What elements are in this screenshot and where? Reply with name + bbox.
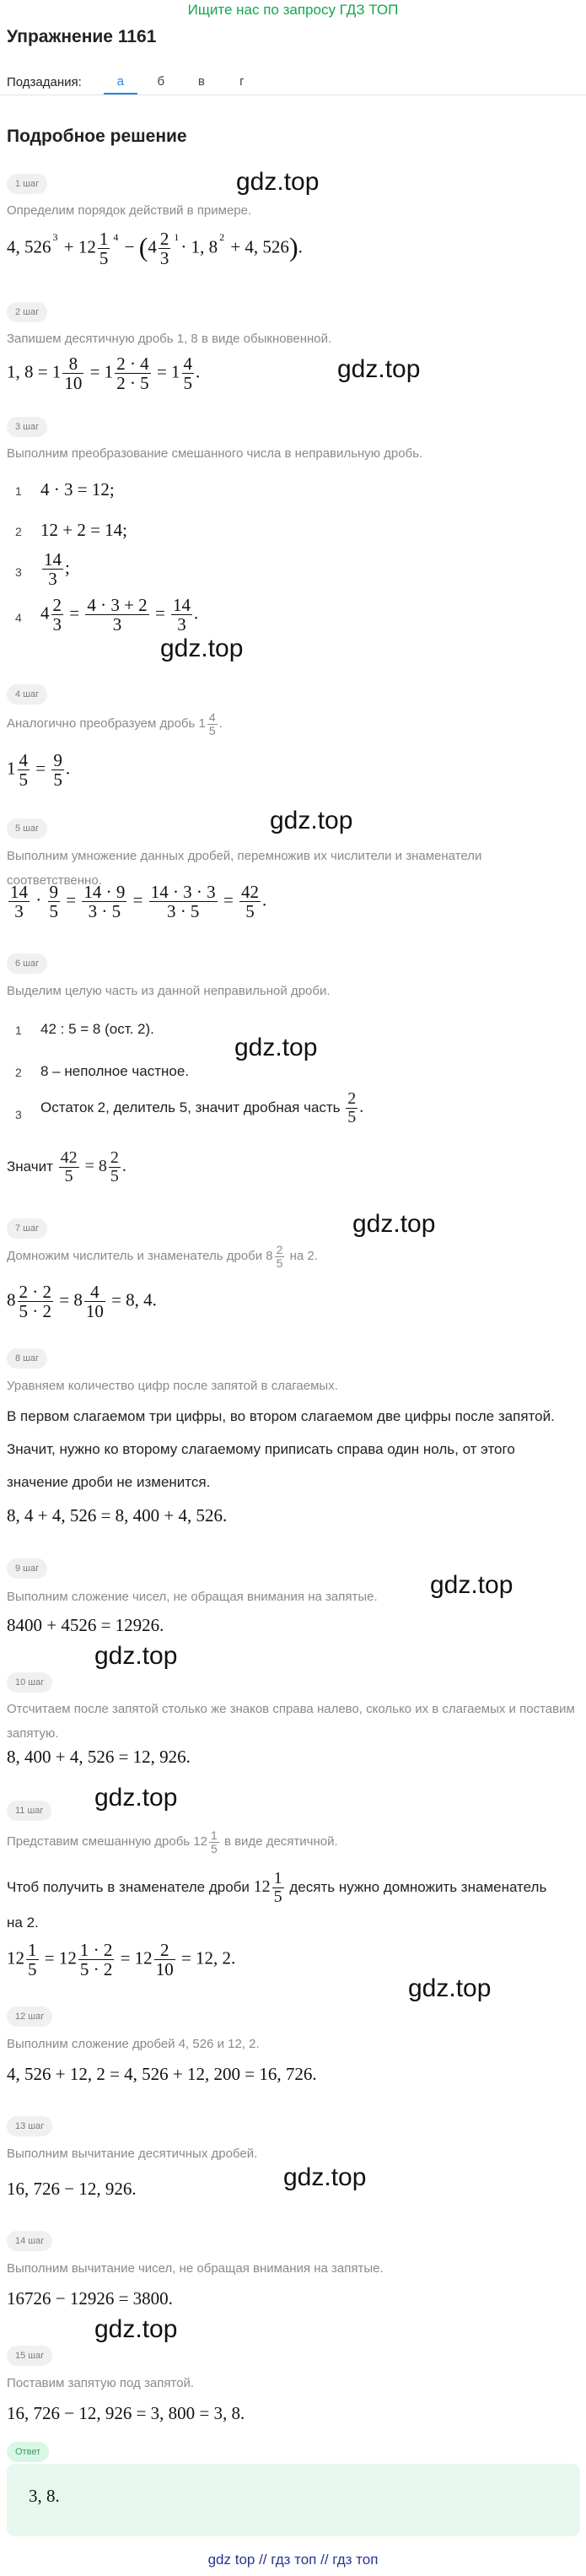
step7-expression: 8 $\frac{2 \cdot 2}{5 \cdot 2}$ = 8 $\frac{4}{10}$ = 8, 4. <box>7 1282 157 1322</box>
step-desc: Запишем десятичную дробь 1, 8 в виде обыкновенной. <box>7 332 332 346</box>
watermark: gdz.top <box>337 355 421 383</box>
step8-expression: 8, 4 + 4, 526 = 8, 400 + 4, 526. <box>7 1505 228 1526</box>
step-badge: 11 шаг <box>7 1801 51 1821</box>
step6-conclusion: Значит $\frac{42}{5}$ = 8 $\frac{2}{5}$ . <box>7 1148 126 1185</box>
step6-item: Остаток 2, делитель 5, значит дробная часть $\frac{2}{5}$ . <box>40 1089 364 1126</box>
step-badge: 7 шаг <box>7 1218 47 1239</box>
step14-expression: 16726 − 12926 = 3800. <box>7 2288 173 2309</box>
watermark: gdz.top <box>408 1974 492 2002</box>
step1-expression: 4, 526 $^3$ + 12 $\frac{1}{5}$ $^4$ − (4 $\frac{2}{3}$ $^1$· 1, 8 $^2$ + 4, 526). <box>7 229 303 269</box>
step-desc: Выполним сложение дробей 4, 526 и 12, 2. <box>7 2037 260 2051</box>
step-badge: 2 шаг <box>7 302 47 322</box>
step-badge: 10 шаг <box>7 1672 52 1693</box>
list-number: 2 <box>15 1066 22 1079</box>
step-badge: 13 шаг <box>7 2116 52 2136</box>
list-number: 3 <box>15 1108 22 1121</box>
subtasks-label: Подзадания: <box>7 74 82 89</box>
watermark: gdz.top <box>352 1210 436 1238</box>
step-badge: 5 шаг <box>7 818 47 839</box>
watermark: gdz.top <box>234 1034 318 1061</box>
list-number: 1 <box>15 1023 22 1037</box>
watermark: gdz.top <box>94 1642 178 1670</box>
step-badge: 9 шаг <box>7 1558 47 1579</box>
step10-expression: 8, 400 + 4, 526 = 12, 926. <box>7 1747 191 1767</box>
answer-badge: Ответ <box>7 2442 49 2462</box>
watermark: gdz.top <box>270 807 353 834</box>
step-desc: Уравняем количество цифр после запятой в слагаемых. <box>7 1379 338 1393</box>
step-desc: Домножим числитель и знаменатель дроби 8 $\frac{2}{5}$ на 2. <box>7 1243 318 1270</box>
step2-expression: 1, 8 = 1 $\frac{8}{10}$ = 1 $\frac{2 \cdot 4}{2 \cdot 5}$ = 1 $\frac{4}{5}$ . <box>7 354 201 394</box>
step11-expression: 12 $\frac{1}{5}$ = 12 $\frac{1 \cdot 2}{5 \cdot 2}$ = 12 $\frac{2}{10}$ = 12, 2. <box>7 1940 236 1980</box>
step-desc: Определим порядок действий в примере. <box>7 203 252 218</box>
list-number: 3 <box>15 565 22 579</box>
step-badge: 12 шаг <box>7 2006 52 2027</box>
watermark: gdz.top <box>94 1784 178 1812</box>
watermark: gdz.top <box>430 1571 513 1599</box>
subtasks-bar <box>7 69 266 95</box>
step6-item: 8 – неполное частное. <box>40 1063 190 1079</box>
step-badge: 15 шаг <box>7 2346 52 2366</box>
step-desc: Отсчитаем после запятой столько же знаков справа налево, сколько их в слагаемых и поставим запятую. <box>7 1702 575 1741</box>
list-number: 4 <box>15 611 22 624</box>
step-desc: Аналогично преобразуем дробь 1 $\frac{4}{5}$ . <box>7 710 223 737</box>
answer-box <box>7 2464 580 2536</box>
step11-text: Чтоб получить в знаменателе дроби 12 $\frac{1}{5}$ десять нужно домножить знаменатель на 2. <box>7 1869 547 1931</box>
tab-v[interactable]: в <box>197 74 205 89</box>
page-title: Упражнение 1161 <box>7 27 157 46</box>
watermark: gdz.top <box>160 635 244 662</box>
step3-line4: 4 $\frac{2}{3}$ = $\frac{4 \cdot 3 + 2}{3}$ = $\frac{14}{3}$ . <box>40 595 199 635</box>
step8-text: В первом слагаемом три цифры, во втором слагаемом две цифры после запятой. Значит, нужно ко второму слагаемому приписать справа один ноль, от этого значение дроби не изменится. <box>7 1408 555 1490</box>
step3-line1: 4 · 3 = 12; <box>40 479 115 500</box>
step-badge: 4 шаг <box>7 684 47 705</box>
step9-expression: 8400 + 4526 = 12926. <box>7 1615 164 1635</box>
step-desc: Выделим целую часть из данной неправильной дроби. <box>7 984 331 998</box>
step3-line3: $\frac{14}{3}$ ; <box>44 549 70 590</box>
step5-expression: $\frac{14}{3}$ · $\frac{9}{5}$ = $\frac{14 \cdot 9}{3 \cdot 5}$ = $\frac{14 \cdot 3 \cdot 3}{3 \cdot 5}$ = $\frac{42}{5}$ . <box>10 882 267 922</box>
step-badge: 6 шаг <box>7 953 47 974</box>
step12-expression: 4, 526 + 12, 2 = 4, 526 + 12, 200 = 16, 726. <box>7 2064 317 2084</box>
step15-expression: 16, 726 − 12, 926 = 3, 800 = 3, 8. <box>7 2403 245 2423</box>
footer-links[interactable]: gdz top // гдз топ // гдз топ <box>207 2552 379 2568</box>
step-desc: Выполним вычитание чисел, не обращая внимания на запятые. <box>7 2261 384 2276</box>
step-desc: Выполним вычитание десятичных дробей. <box>7 2147 258 2161</box>
answer-value: 3, 8. <box>29 2486 60 2506</box>
tab-g[interactable]: г <box>239 74 245 89</box>
top-search-link[interactable]: Ищите нас по запросу ГДЗ ТОП <box>187 2 399 18</box>
step-desc: Представим смешанную дробь 12 $\frac{1}{5}$ в виде десятичной. <box>7 1828 338 1855</box>
step6-item: 42 : 5 = 8 (ост. 2). <box>40 1021 154 1037</box>
watermark: gdz.top <box>283 2163 367 2191</box>
list-number: 2 <box>15 525 22 538</box>
section-title: Подробное решение <box>7 127 187 146</box>
step-badge: 14 шаг <box>7 2231 52 2251</box>
step3-line2: 12 + 2 = 14; <box>40 520 128 540</box>
watermark: gdz.top <box>94 2315 178 2343</box>
step-desc: Выполним умножение данных дробей, перемножив их числители и знаменатели соответственно. <box>7 849 482 888</box>
tab-a[interactable]: а <box>104 69 137 95</box>
step4-expression: 1 $\frac{4}{5}$ = $\frac{9}{5}$ . <box>7 750 71 791</box>
step-badge: 8 шаг <box>7 1348 47 1369</box>
step-desc: Поставим запятую под запятой. <box>7 2376 195 2390</box>
step-badge: 1 шаг <box>7 174 47 194</box>
step-desc: Выполним преобразование смешанного числа в неправильную дробь. <box>7 446 423 461</box>
step-desc: Выполним сложение чисел, не обращая внимания на запятые. <box>7 1590 378 1604</box>
step13-expression: 16, 726 − 12, 926. <box>7 2179 137 2199</box>
list-number: 1 <box>15 484 22 498</box>
tab-b[interactable]: б <box>157 74 165 89</box>
watermark: gdz.top <box>236 168 320 196</box>
step-badge: 3 шаг <box>7 417 47 437</box>
